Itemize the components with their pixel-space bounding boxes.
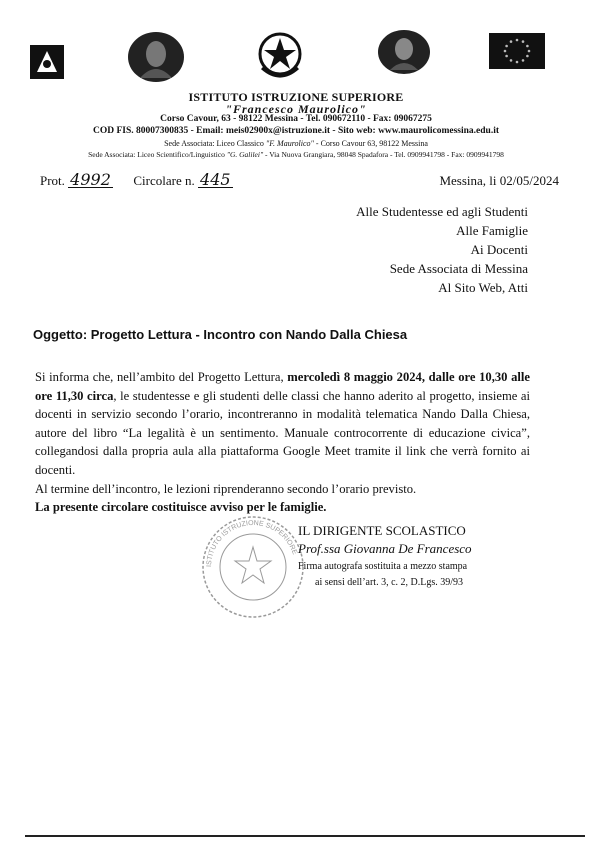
maurolico-portrait-logo bbox=[126, 30, 186, 84]
signature-note-1: Firma autografa sostituita a mezzo stampa bbox=[298, 561, 468, 572]
fiscal-line: COD FIS. 80007300835 - Email: meis02900x@istruzione.it - Sito web: www.maurolicomessina.edu.it bbox=[92, 126, 500, 136]
recipient-3: Ai Docenti bbox=[470, 242, 528, 257]
signature-role: IL DIRIGENTE SCOLASTICO bbox=[298, 523, 466, 538]
place-date: Messina, li 02/05/2024 bbox=[439, 173, 559, 188]
eu-flag-logo bbox=[489, 33, 545, 69]
circolare-label: Circolare n. bbox=[133, 173, 195, 188]
sicily-region-logo bbox=[27, 42, 67, 82]
recipient-1: Alle Studentesse ed agli Studenti bbox=[356, 204, 528, 219]
body-paragraph-3: La presente circolare costituisce avviso per le famiglie. bbox=[35, 500, 327, 515]
sede-line-classico: Sede Associata: Liceo Classico "F. Maurolico" - Corso Cavour 63, 98122 Messina bbox=[164, 139, 428, 148]
italian-republic-emblem bbox=[256, 30, 304, 82]
svg-text:ISTITUTO ISTRUZIONE SUPERIORE bbox=[206, 520, 298, 567]
signature-name: Prof.ssa Giovanna De Francesco bbox=[298, 541, 472, 556]
school-stamp bbox=[198, 512, 308, 622]
body-paragraph-2: Al termine dell’incontro, le lezioni riprenderanno secondo l’orario previsto. bbox=[35, 481, 417, 496]
page-bottom-line bbox=[25, 835, 585, 837]
event-datetime: mercoledì 8 maggio 2024, dalle ore 10,30 alle ore 11,30 circa bbox=[35, 370, 530, 403]
galilei-portrait-logo bbox=[376, 28, 432, 76]
school-name: "Francesco Maurolico" bbox=[225, 102, 367, 116]
protocol-row bbox=[40, 172, 233, 189]
body-paragraph-1: Si informa che, nell’ambito del Progetto Lettura, mercoledì 8 maggio 2024, dalle ore 10,30 alle ore 11,30 circa, le studentesse e gli studenti delle classi che hanno aderito al progetto, insieme ai docenti in servizio secondo l’orario, incontreranno in modalità telematica Nando Dalla Chiesa, autore del libro “La legalità è un sentimento. Manuale controcorrente di educazione civica”, collegandosi dalla propria aula alla piattaforma Google Meet tramite il link che verrà fornito ai docenti. bbox=[35, 370, 530, 477]
body-text bbox=[35, 368, 530, 517]
recipient-2: Alle Famiglie bbox=[456, 223, 528, 238]
circolare-number: 445 bbox=[200, 170, 231, 189]
recipient-5: Al Sito Web, Atti bbox=[438, 280, 528, 295]
address-line: Corso Cavour, 63 - 98122 Messina - Tel. 090672110 - Fax: 09067275 bbox=[160, 114, 432, 124]
signature-note-2: ai sensi dell’art. 3, c. 2, D.Lgs. 39/93 bbox=[315, 577, 464, 588]
prot-label: Prot. bbox=[40, 173, 65, 188]
sede-line-scientifico: Sede Associata: Liceo Scientifico/Linguistico "G. Galilei" - Via Nuova Grangiara, 98048 Spadafora - Tel. 0909941798 - Fax: 0909941798 bbox=[88, 150, 504, 159]
stamp-text: ISTITUTO ISTRUZIONE SUPERIORE bbox=[205, 519, 298, 568]
school-type: ISTITUTO ISTRUZIONE SUPERIORE bbox=[188, 90, 404, 104]
subject-line: Oggetto: Progetto Lettura - Incontro con Nando Dalla Chiesa bbox=[33, 327, 408, 342]
prot-number: 4992 bbox=[70, 170, 111, 189]
recipient-4: Sede Associata di Messina bbox=[389, 261, 528, 276]
